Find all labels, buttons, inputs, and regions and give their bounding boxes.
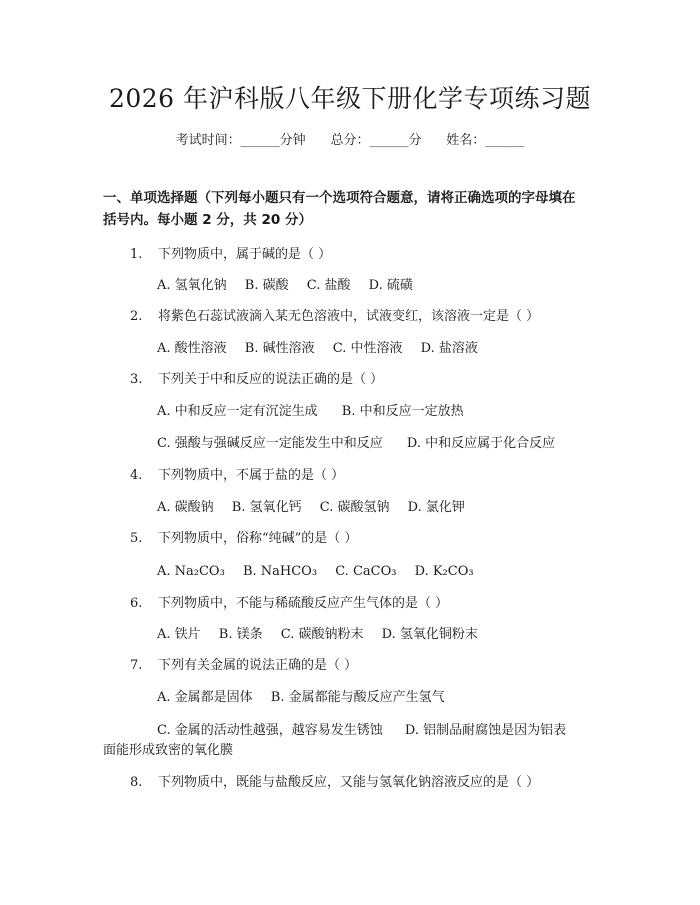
option-d: D. 铝制品耐腐蚀是因为铝表 — [404, 723, 567, 738]
question-number: 4. — [130, 468, 143, 483]
option-c: C. CaCO₃ — [335, 564, 397, 579]
option-a: A. 酸性溶液 — [157, 341, 227, 356]
question-number: 5. — [130, 531, 143, 546]
question-text: 下列物质中，不能与稀硫酸反应产生气体的是（ ） — [158, 596, 449, 611]
option-c: C. 碳酸氢钠 — [319, 500, 390, 515]
option-a: A. 金属都是固体 — [157, 690, 253, 705]
question-1-options — [157, 276, 413, 296]
question-7 — [130, 656, 357, 676]
option-d: D. K₂CO₃ — [414, 564, 474, 579]
question-4-options — [157, 498, 465, 518]
option-a: A. Na₂CO₃ — [157, 564, 225, 579]
question-number: 2. — [130, 309, 143, 324]
student-name-field: 姓名：______ — [446, 133, 525, 148]
section-heading — [103, 187, 603, 231]
option-c: C. 碳酸钠粉末 — [280, 627, 364, 642]
option-a: A. 氢氧化钠 — [157, 278, 227, 293]
question-5-options — [157, 562, 474, 582]
option-d: D. 硫磺 — [368, 278, 413, 293]
option-c: C. 盐酸 — [306, 278, 351, 293]
total-score-field: 总分：______分 — [330, 133, 422, 148]
question-number: 3. — [130, 372, 143, 387]
question-6-options — [157, 625, 478, 645]
option-a: A. 铁片 — [157, 627, 201, 642]
option-c: C. 强酸与强碱反应一定能发生中和反应 — [157, 436, 383, 451]
question-7-options-row-1 — [157, 688, 445, 708]
option-d: D. 中和反应属于化合反应 — [406, 436, 556, 451]
option-d: D. 盐溶液 — [420, 341, 478, 356]
option-d: D. 氢氧化铜粉末 — [381, 627, 478, 642]
option-b: B. 镁条 — [218, 627, 263, 642]
question-text: 下列物质中，不属于盐的是（ ） — [158, 468, 345, 483]
question-2 — [130, 307, 539, 327]
question-3-options-row-1 — [157, 402, 464, 422]
option-d: D. 氯化钾 — [407, 500, 465, 515]
option-a: A. 碳酸钠 — [157, 500, 214, 515]
option-b: B. 碳酸 — [244, 278, 289, 293]
question-text: 下列物质中，既能与盐酸反应，又能与氢氧化钠溶液反应的是（ ） — [158, 775, 540, 790]
page-title: 2026 年沪科版八年级下册化学专项练习题 — [108, 84, 592, 113]
exam-meta-row — [0, 131, 700, 151]
question-number: 8. — [130, 775, 143, 790]
option-d-continued: 面能形成致密的氧化膜 — [103, 743, 234, 758]
option-a: A. 中和反应一定有沉淀生成 — [157, 404, 318, 419]
section-heading-line-1: 一、单项选择题（下列每小题只有一个选项符合题意，请将正确选项的字母填在 — [103, 190, 576, 206]
option-c: C. 金属的活动性越强，越容易发生锈蚀 — [157, 723, 383, 738]
option-b: B. 中和反应一定放热 — [341, 404, 464, 419]
question-text: 下列有关金属的说法正确的是（ ） — [158, 658, 358, 673]
exam-time-field: 考试时间：______分钟 — [175, 133, 306, 148]
question-8 — [130, 773, 539, 793]
question-number: 1. — [130, 247, 143, 262]
question-7-options-row-3 — [103, 741, 233, 761]
question-4 — [130, 466, 344, 486]
question-text: 下列物质中，属于碱的是（ ） — [158, 247, 332, 262]
question-7-options-row-2 — [157, 721, 566, 741]
question-number: 6. — [130, 596, 143, 611]
option-b: B. 金属都能与酸反应产生氢气 — [270, 690, 445, 705]
option-c: C. 中性溶液 — [332, 341, 403, 356]
question-text: 下列关于中和反应的说法正确的是（ ） — [158, 372, 384, 387]
question-2-options — [157, 339, 478, 359]
section-heading-line-2: 括号内。每小题 2 分，共 20 分） — [103, 212, 312, 228]
option-b: B. 氢氧化钙 — [231, 500, 302, 515]
question-3-options-row-2 — [157, 434, 555, 454]
question-number: 7. — [130, 658, 143, 673]
question-1 — [130, 245, 331, 265]
question-3 — [130, 370, 383, 390]
option-b: B. NaHCO₃ — [242, 564, 318, 579]
option-b: B. 碱性溶液 — [244, 341, 315, 356]
question-6 — [130, 594, 448, 614]
question-text: 下列物质中，俗称“纯碱”的是（ ） — [158, 531, 358, 546]
question-5 — [130, 529, 357, 549]
question-text: 将紫色石蕊试液滴入某无色溶液中，试液变红，该溶液一定是（ ） — [158, 309, 540, 324]
